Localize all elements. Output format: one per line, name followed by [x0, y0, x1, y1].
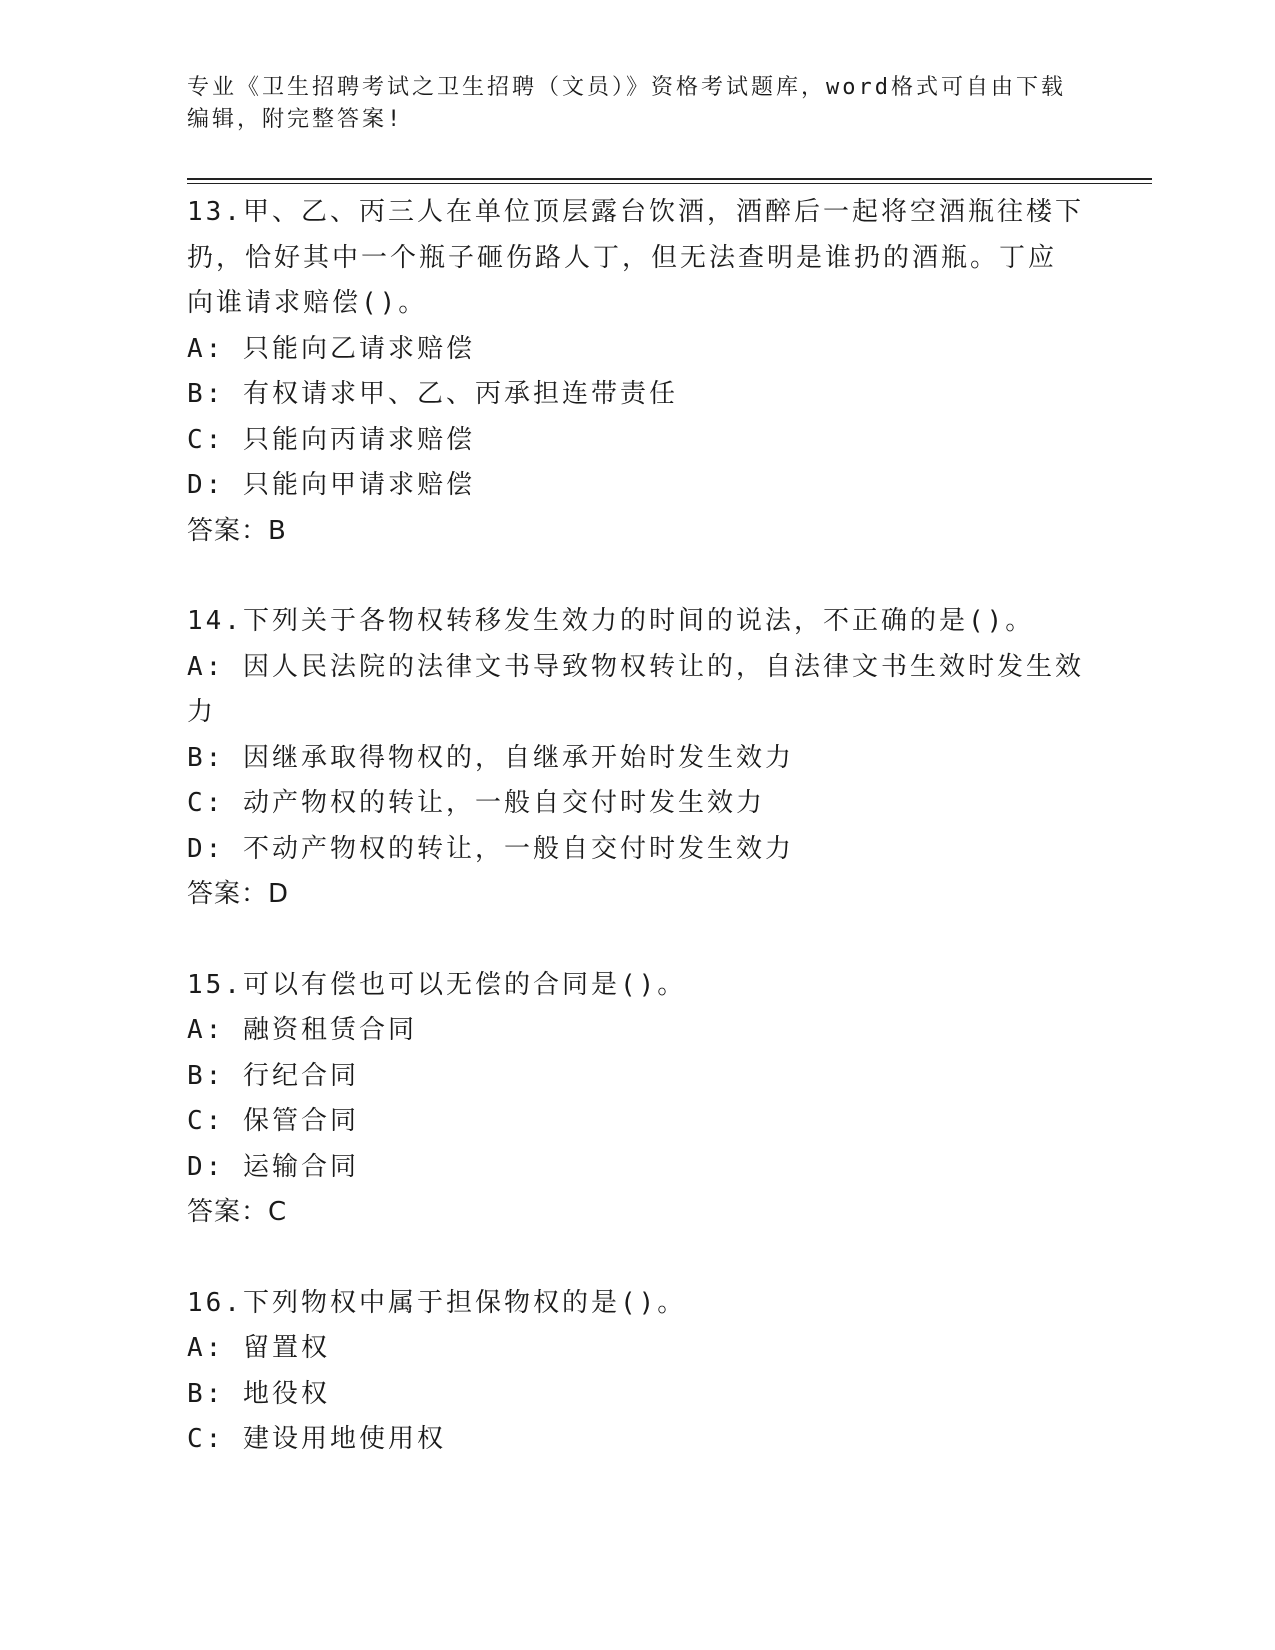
option-c: C: 建设用地使用权	[187, 1424, 446, 1454]
option-a: A: 融资租赁合同	[187, 1015, 417, 1045]
option-a: A: 留置权	[187, 1333, 330, 1363]
question-list	[187, 190, 1087, 1463]
option-d: D: 运输合同	[187, 1151, 359, 1182]
header-line-2: 编辑，附完整答案!	[187, 107, 404, 132]
option-c: C: 只能向丙请求赔偿	[187, 424, 475, 455]
option-a: A: 因人民法院的法律文书导致物权转让的，自法律文书生效时发生效	[187, 651, 1084, 682]
document-header	[187, 72, 1077, 136]
question-16	[187, 1281, 1087, 1463]
question-stem-line: 扔，恰好其中一个瓶子砸伤路人丁，但无法查明是谁扔的酒瓶。丁应	[187, 242, 1058, 273]
option-c: C: 动产物权的转让，一般自交付时发生效力	[187, 788, 765, 818]
answer-line: 答案：C	[187, 1197, 288, 1227]
option-b: B: 行纪合同	[187, 1060, 359, 1091]
option-d: D: 只能向甲请求赔偿	[187, 470, 475, 500]
option-c: C: 保管合同	[187, 1106, 359, 1136]
option-a: A: 只能向乙请求赔偿	[187, 333, 475, 364]
question-15	[187, 963, 1087, 1236]
answer-line: 答案：D	[187, 879, 290, 909]
header-divider-thin	[187, 183, 1152, 184]
question-14	[187, 599, 1087, 918]
option-a-continuation: 力	[187, 697, 217, 727]
answer-line: 答案：B	[187, 515, 287, 546]
question-stem-line: 14.下列关于各物权转移发生效力的时间的说法，不正确的是()。	[187, 606, 1035, 636]
question-13	[187, 190, 1087, 554]
question-stem-line: 13.甲、乙、丙三人在单位顶层露台饮酒，酒醉后一起将空酒瓶往楼下	[187, 197, 1084, 227]
option-b: B: 地役权	[187, 1378, 330, 1409]
option-d: D: 不动产物权的转让，一般自交付时发生效力	[187, 833, 794, 864]
question-stem-line: 16.下列物权中属于担保物权的是()。	[187, 1287, 687, 1318]
header-line-1: 专业《卫生招聘考试之卫生招聘（文员）》资格考试题库，word格式可自由下载	[187, 75, 1066, 100]
option-b: B: 有权请求甲、乙、丙承担连带责任	[187, 379, 678, 409]
question-stem-line: 15.可以有偿也可以无偿的合同是()。	[187, 969, 687, 1000]
header-divider-thick	[187, 178, 1152, 180]
option-b: B: 因继承取得物权的，自继承开始时发生效力	[187, 742, 794, 773]
question-stem-line: 向谁请求赔偿()。	[187, 288, 428, 318]
